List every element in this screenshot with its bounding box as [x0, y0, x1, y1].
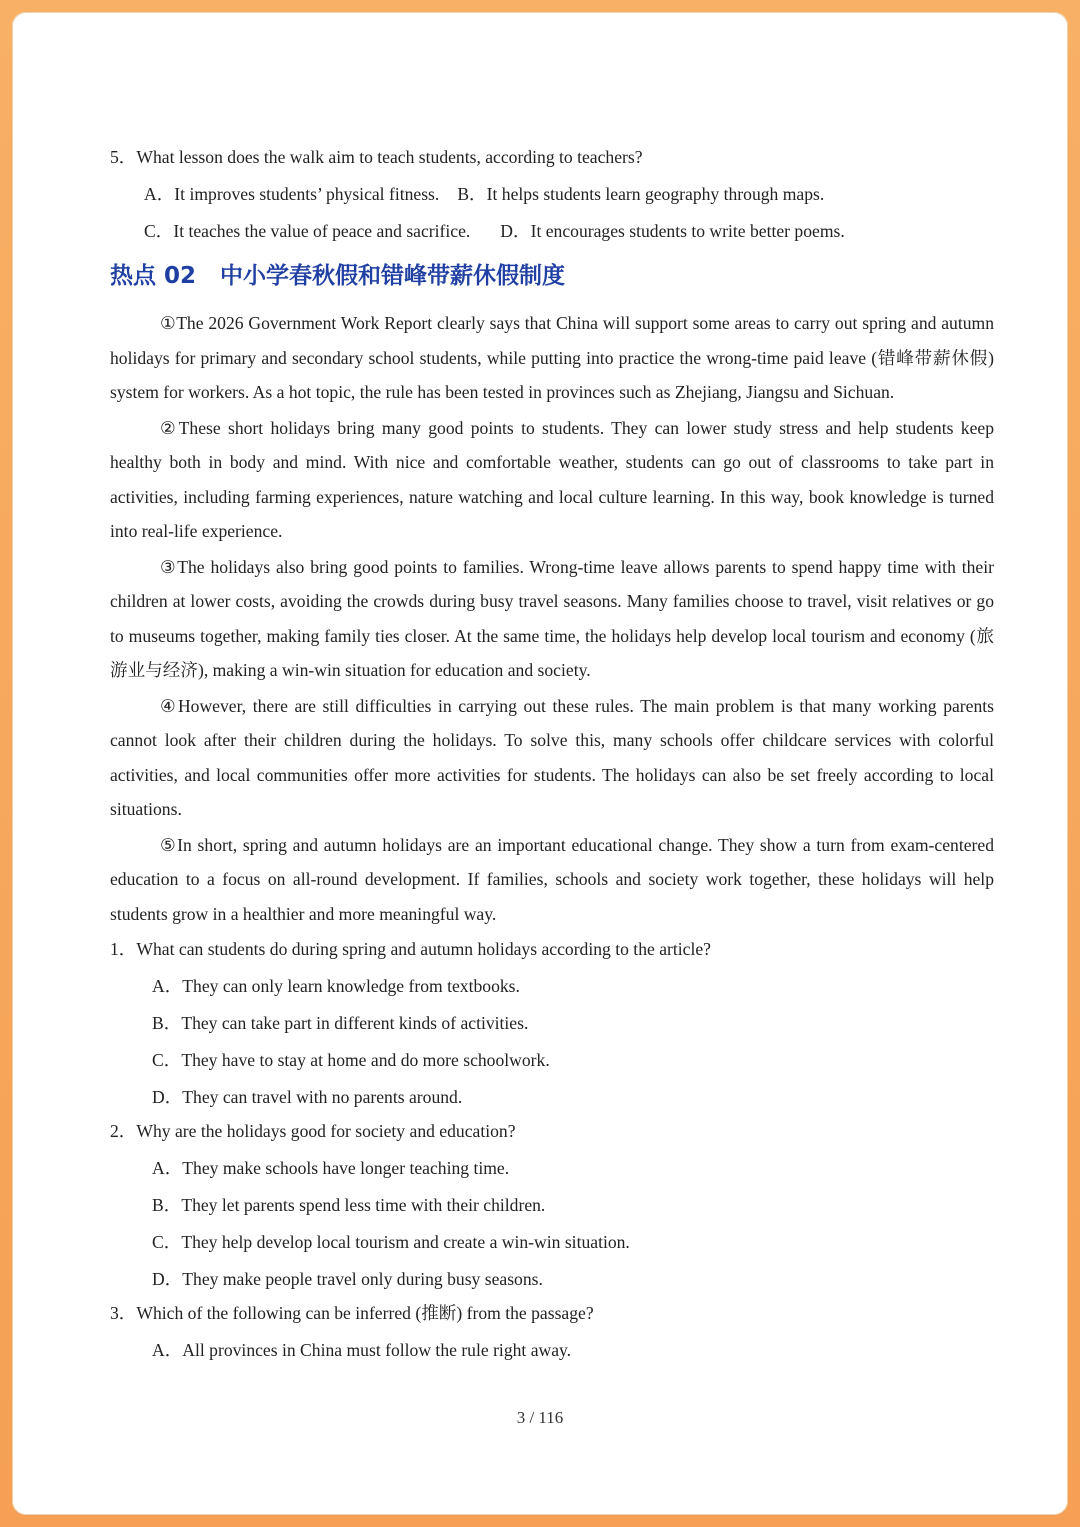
question-5-stem: 5．What lesson does the walk aim to teach students, according to teachers? [110, 147, 643, 167]
document-page[interactable] [12, 12, 1068, 1515]
question-2-option-c: C．They help develop local tourism and create a win-win situation. [152, 1232, 630, 1252]
section-title: 中小学春秋假和错峰带薪休假制度 [220, 263, 566, 289]
section-label: 热点 02 [110, 263, 197, 289]
page-number: 3 / 116 [516, 1408, 564, 1427]
question-1-option-c: C．They have to stay at home and do more schoolwork. [152, 1050, 550, 1070]
question-3-stem: 3．Which of the following can be inferred (推断) from the passage? [110, 1303, 594, 1323]
question-1-option-b: B．They can take part in different kinds of activities. [152, 1013, 529, 1033]
question-5-options-row-2 [110, 214, 994, 248]
option-c: C．It teaches the value of peace and sacrifice. [144, 221, 471, 241]
question-2-stem: 2．Why are the holidays good for society and education? [110, 1121, 516, 1141]
question-1-stem: 1．What can students do during spring and autumn holidays according to the article? [110, 939, 711, 959]
paragraph-3: ③The holidays also bring good points to families. Wrong-time leave allows parents to spend happy time with their children at lower costs, avoiding the crowds during busy travel seasons. Many families choose to travel, visit relatives or go to museums together, making family ties closer. At the same time, the holidays help develop local tourism and economy (旅游业与经济), making a win-win situation for education and society. [110, 556, 994, 680]
option-d: D．It encourages students to write better poems. [500, 221, 845, 241]
question-1-option-d: D．They can travel with no parents around. [152, 1087, 463, 1107]
question-2-option-b: B．They let parents spend less time with their children. [152, 1195, 546, 1215]
question-5-options-row-1 [110, 177, 994, 211]
paragraph-2: ②These short holidays bring many good points to students. They can lower study stress and help students keep healthy both in body and mind. With nice and comfortable weather, students can go out of classrooms to take part in activities, including farming experiences, nature watching and local culture learning. In this way, book knowledge is turned into real-life experience. [110, 417, 994, 541]
paragraph-1: ①The 2026 Government Work Report clearly says that China will support some areas to carry out spring and autumn holidays for primary and secondary school students, while putting into practice the wrong-time paid leave (错峰带薪休假) system for workers. As a hot topic, the rule has been tested in provinces such as Zhejiang, Jiangsu and Sichuan. [110, 313, 994, 402]
paragraph-5: ⑤In short, spring and autumn holidays are an important educational change. They show a turn from exam-centered education to a focus on all-round development. If families, schools and society work together, these holidays will help students grow in a healthier and more meaningful way. [110, 834, 994, 924]
question-1-option-a: A．They can only learn knowledge from textbooks. [152, 976, 520, 996]
question-2-option-a: A．They make schools have longer teaching time. [152, 1158, 510, 1178]
page-content [110, 140, 994, 1367]
question-3-option-a: A．All provinces in China must follow the rule right away. [152, 1340, 572, 1360]
option-b: B．It helps students learn geography through maps. [457, 184, 825, 204]
option-a: A．It improves students’ physical fitness. [144, 184, 440, 204]
question-2-option-d: D．They make people travel only during busy seasons. [152, 1269, 543, 1289]
paragraph-4: ④However, there are still difficulties in carrying out these rules. The main problem is that many working parents cannot look after their children during the holidays. To solve this, many schools offer childcare services with colorful activities, and local communities offer more activities for students. The holidays can also be set freely according to local situations. [110, 695, 994, 819]
section-heading [110, 256, 994, 296]
